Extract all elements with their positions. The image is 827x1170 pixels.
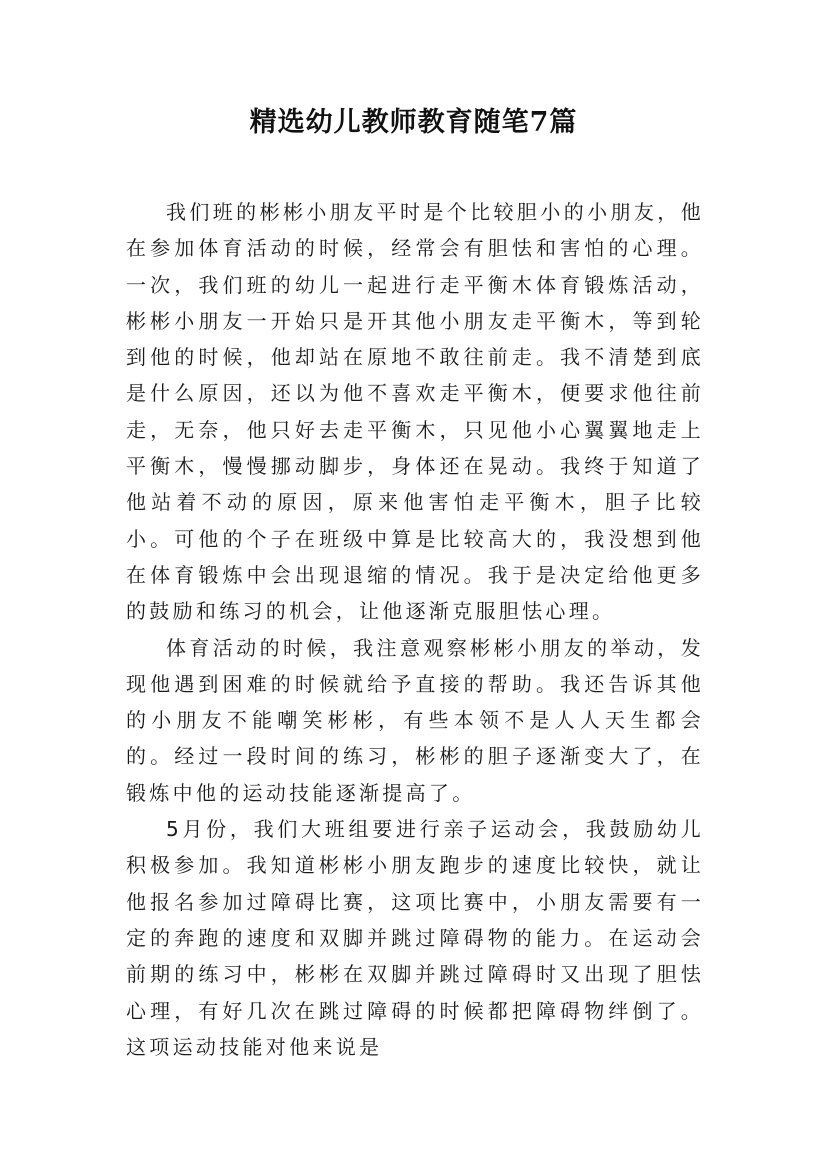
paragraph-1: 我们班的彬彬小朋友平时是个比较胆小的小朋友，他在参加体育活动的时候，经常会有胆怯和害怕的心理。一次，我们班的幼儿一起进行走平衡木体育锻炼活动，彬彬小朋友一开始只是开其他小朋友走平衡木，等到轮到他的时候，他却站在原地不敢往前走。我不清楚到底是什么原因，还以为他不喜欢走平衡木，便要求他往前走，无奈，他只好去走平衡木，只见他小心翼翼地走上平衡木，慢慢挪动脚步，身体还在晃动。我终于知道了他站着不动的原因，原来他害怕走平衡木，胆子比较小。可他的个子在班级中算是比较高大的，我没想到他在体育锻炼中会出现退缩的情况。我于是决定给他更多的鼓励和练习的机会，让他逐渐克服胆怯心理。 xyxy=(126,200,704,624)
paragraph-3: 5月份，我们大班组要进行亲子运动会，我鼓励幼儿积极参加。我知道彬彬小朋友跑步的速度比较快，就让他报名参加过障碍比赛，这项比赛中，小朋友需要有一定的奔跑的速度和双脚并跳过障碍物的能力。在运动会前期的练习中，彬彬在双脚并跳过障碍时又出现了胆怯心理，有好几次在跳过障碍的时候都把障碍物绊倒了。这项运动技能对他来说是 xyxy=(126,817,704,1059)
document-title: 精选幼儿教师教育随笔7篇 xyxy=(249,107,578,138)
paragraph-2: 体育活动的时候，我注意观察彬彬小朋友的举动，发现他遇到困难的时候就给予直接的帮助。我还告诉其他的小朋友不能嘲笑彬彬，有些本领不是人人天生都会的。经过一段时间的练习，彬彬的胆子逐渐变大了，在锻炼中他的运动技能逐渐提高了。 xyxy=(126,635,704,805)
document-body xyxy=(126,194,704,1065)
